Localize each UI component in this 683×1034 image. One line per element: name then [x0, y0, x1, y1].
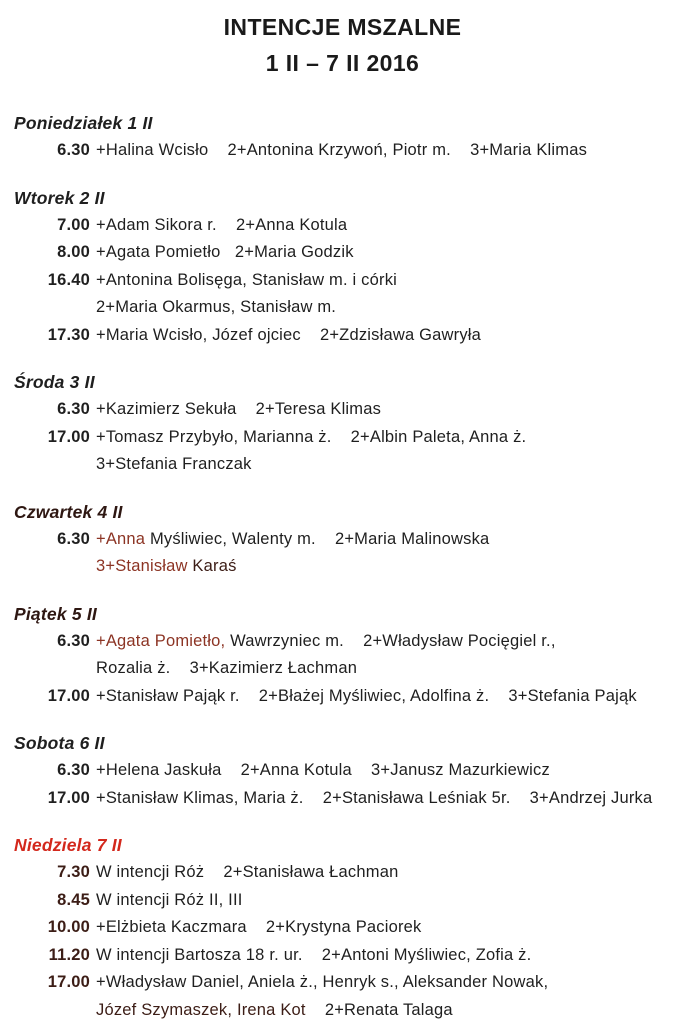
mass-line: [14, 914, 671, 942]
mass-intention-text: [90, 322, 671, 350]
intention-segment: W intencji Bartosza 18 r. ur. 2+Antoni Myśliwiec, Zofia ż.: [96, 945, 532, 964]
intention-segment: +Helena Jaskuła 2+Anna Kotula 3+Janusz Mazurkiewicz: [96, 761, 550, 779]
mass-line: [14, 997, 671, 1025]
mass-intention-text: [90, 785, 671, 813]
intention-segment: +Halina Wcisło 2+Antonina Krzywoń, Piotr m. 3+Maria Klimas: [96, 141, 588, 159]
mass-line: [14, 553, 671, 581]
intention-segment: W intencji Róż II, III: [96, 890, 243, 909]
mass-intention-text: [90, 628, 671, 656]
day-header: Wtorek 2 II: [14, 187, 105, 208]
mass-intention-text: [90, 887, 671, 915]
mass-intention-text: [90, 969, 671, 997]
mass-time: 17.00: [47, 686, 90, 705]
intention-segment: Karaś: [187, 557, 237, 575]
mass-intention-text: [90, 553, 671, 581]
intention-segment: W intencji Róż 2+Stanisława Łachman: [96, 863, 399, 881]
intention-segment: +Anna: [96, 529, 146, 548]
mass-intention-text: [90, 757, 671, 785]
mass-time: 6.30: [57, 529, 90, 548]
mass-intention-text: [90, 137, 671, 165]
day-header: Piątek 5 II: [14, 603, 97, 624]
intention-segment: Myśliwiec, Walenty m. 2+Maria Malinowska: [145, 529, 490, 548]
day-section: [14, 369, 671, 479]
day-header: Środa 3 II: [14, 372, 95, 392]
mass-intention-text: [90, 424, 671, 452]
intention-segment: +Stanisław Klimas, Maria ż. 2+Stanisława Leśniak 5r. 3+Andrzej Jurka: [96, 788, 653, 807]
mass-time: 11.20: [48, 945, 90, 964]
mass-line: [14, 396, 671, 424]
intention-segment: +Adam Sikora r. 2+Anna Kotula: [96, 215, 348, 234]
mass-intention-text: [90, 294, 671, 322]
mass-intention-text: [90, 451, 671, 479]
intention-segment: 3+Stanisław: [96, 557, 188, 575]
mass-intention-text: [90, 655, 671, 683]
mass-intentions-list: [14, 110, 671, 1024]
intention-segment: 3+Stefania Franczak: [96, 455, 252, 473]
day-section: [14, 185, 671, 350]
day-section: [14, 832, 671, 1024]
mass-line: [14, 628, 671, 656]
intention-segment: +Elżbieta Kaczmara 2+Krystyna Paciorek: [96, 918, 422, 936]
intention-segment: +Agata Pomietło 2+Maria Godzik: [96, 243, 354, 261]
mass-line: [14, 887, 671, 915]
mass-time: 8.45: [57, 890, 90, 909]
intention-segment: +Antonina Bolisęga, Stanisław m. i córki: [96, 270, 398, 289]
day-header: Czwartek 4 II: [14, 501, 123, 522]
mass-intention-text: [90, 267, 671, 295]
intention-segment: +Tomasz Przybyło, Marianna ż. 2+Albin Paleta, Anna ż.: [96, 427, 527, 446]
mass-line: [14, 859, 671, 887]
mass-time: 16.40: [47, 270, 90, 289]
intention-segment: Rozalia ż. 3+Kazimierz Łachman: [96, 659, 358, 677]
mass-line: [14, 969, 671, 997]
day-header: Niedziela 7 II: [14, 835, 122, 855]
intention-segment: 2+Renata Talaga: [305, 1000, 453, 1019]
mass-line: [14, 239, 671, 267]
day-section: [14, 110, 671, 165]
document-title: INTENCJE MSZALNE: [223, 14, 462, 40]
mass-line: [14, 137, 671, 165]
mass-line: [14, 294, 671, 322]
mass-time: 6.30: [57, 400, 90, 418]
intention-segment: +Agata Pomietło,: [96, 631, 226, 650]
mass-intention-text: [90, 239, 671, 267]
document-date-range: 1 II – 7 II 2016: [265, 50, 420, 76]
intention-segment: Józef Szymaszek, Irena Kot: [96, 1000, 306, 1019]
mass-line: [14, 757, 671, 785]
mass-line: [14, 267, 671, 295]
mass-intention-text: [90, 212, 671, 240]
mass-time: 17.00: [47, 973, 90, 991]
mass-line: [14, 683, 671, 711]
intention-segment: +Kazimierz Sekuła 2+Teresa Klimas: [96, 400, 382, 418]
intention-segment: Wawrzyniec m. 2+Władysław Pocięgiel r.,: [225, 631, 556, 650]
intention-segment: +Władysław Daniel, Aniela ż., Henryk s., Aleksander Nowak,: [96, 973, 549, 991]
day-header: Sobota 6 II: [14, 733, 105, 753]
mass-time: 17.30: [47, 325, 90, 344]
mass-time: 17.00: [47, 427, 90, 446]
intention-segment: +Stanisław Pająk r. 2+Błażej Myśliwiec, Adolfina ż. 3+Stefania Pająk: [96, 686, 637, 705]
mass-line: [14, 322, 671, 350]
mass-time: 6.30: [57, 761, 90, 779]
day-header: Poniedziałek 1 II: [14, 113, 153, 133]
mass-intention-text: [90, 396, 671, 424]
mass-time: 6.30: [57, 631, 90, 650]
mass-time: 7.30: [57, 863, 90, 881]
mass-line: [14, 424, 671, 452]
day-section: [14, 601, 671, 711]
mass-line: [14, 655, 671, 683]
day-section: [14, 730, 671, 812]
mass-line: [14, 785, 671, 813]
mass-line: [14, 212, 671, 240]
mass-time: 10.00: [47, 918, 90, 936]
mass-intention-text: [90, 997, 671, 1025]
mass-intention-text: [90, 914, 671, 942]
mass-intention-text: [90, 526, 671, 554]
intention-segment: 2+Maria Okarmus, Stanisław m.: [96, 298, 337, 316]
mass-line: [14, 526, 671, 554]
mass-intention-text: [90, 683, 671, 711]
day-section: [14, 499, 671, 581]
mass-intention-text: [90, 859, 671, 887]
mass-time: 7.00: [57, 215, 90, 234]
mass-time: 6.30: [57, 141, 90, 159]
mass-line: [14, 451, 671, 479]
mass-line: [14, 942, 671, 970]
mass-intention-text: [90, 942, 671, 970]
mass-time: 8.00: [57, 243, 90, 261]
intention-segment: +Maria Wcisło, Józef ojciec 2+Zdzisława Gawryła: [96, 325, 482, 344]
mass-time: 17.00: [47, 788, 90, 807]
